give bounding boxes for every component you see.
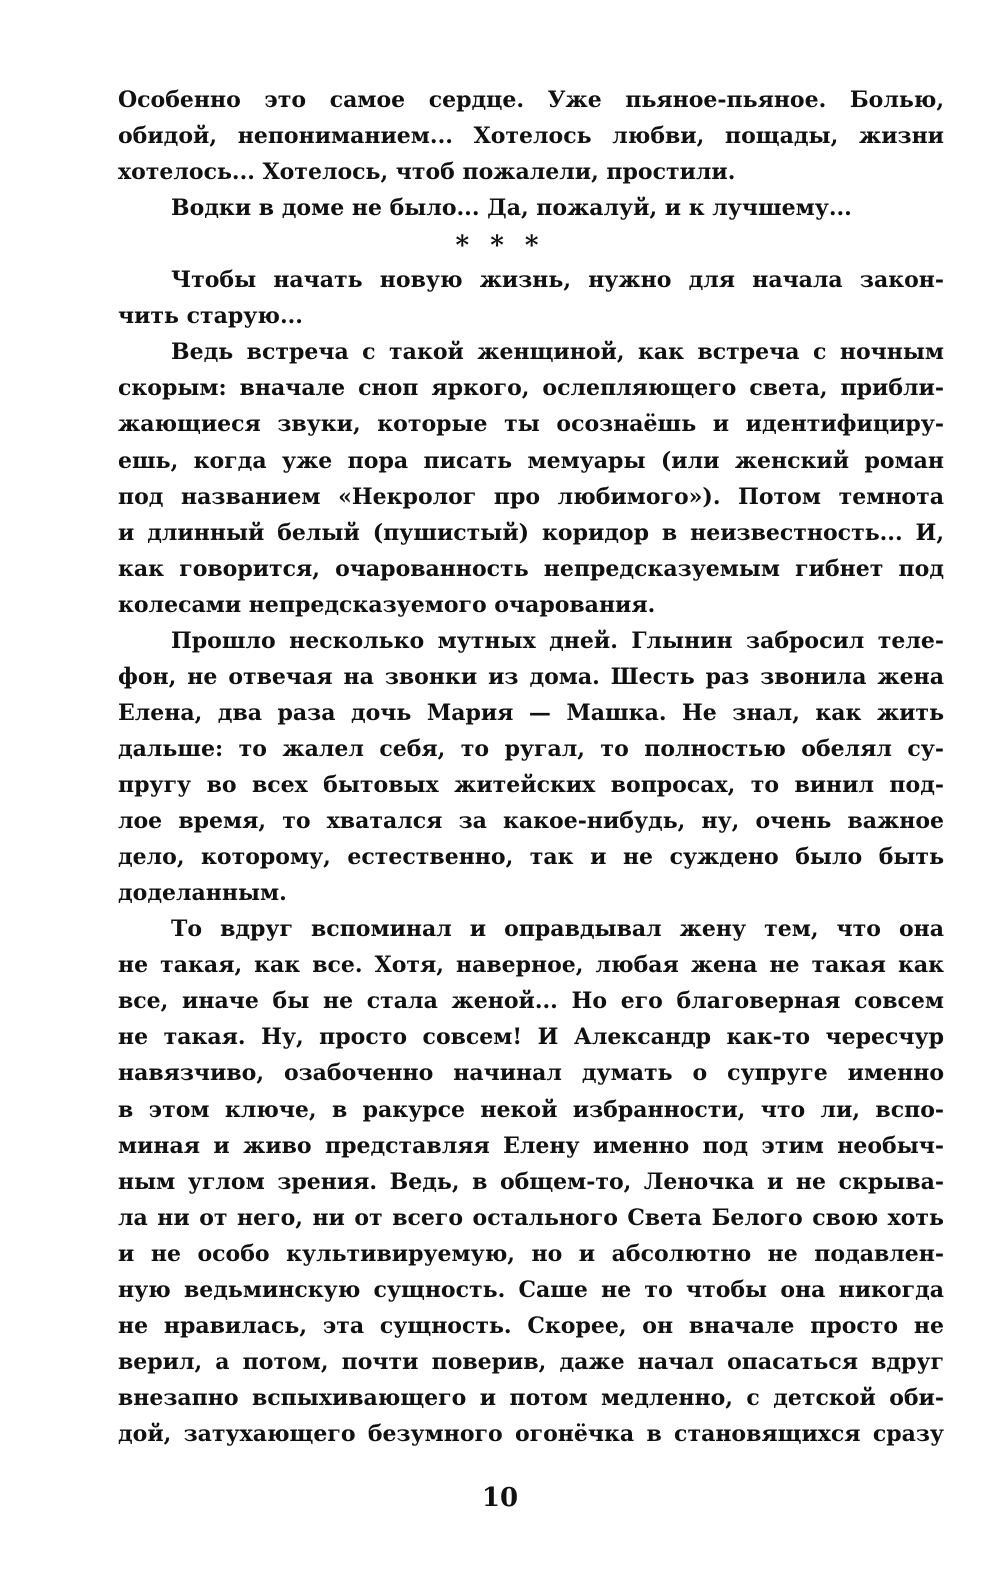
text-line-5: Чтобы начать новую жизнь, нужно для начала закон- — [171, 267, 944, 293]
text-line-11: под названием «Некролог про любимого»). Потом темнота — [118, 484, 944, 510]
text-line-18: дальше: то жалел себя, то ругал, то полностью обелял су- — [118, 736, 944, 762]
text-line-29: миная и живо представляя Елену именно под этим необыч- — [118, 1133, 944, 1159]
text-line-36: внезапно вспыхивающего и потом медленно, с детской оби- — [118, 1385, 944, 1411]
text-line-17: Елена, два раза дочь Мария — Машка. Не знал, как жить — [118, 700, 944, 726]
text-line-12: и длинный белый (пушистый) коридор в неизвестность... И, — [118, 520, 944, 546]
text-line-37: дой, затухающего безумного огонёчка в становящихся сразу — [118, 1421, 944, 1447]
text-line-6: чить старую... — [118, 303, 303, 329]
text-line-26: не такая. Ну, просто совсем! И Александр как-то чересчур — [118, 1024, 944, 1050]
text-line-20: лое время, то хватался за какое-нибудь, ну, очень важное — [118, 808, 944, 834]
section-separator: * * * — [455, 231, 545, 261]
text-line-9: жающиеся звуки, которые ты осознаёшь и идентифициру- — [118, 411, 944, 437]
text-line-3: хотелось... Хотелось, чтоб пожалели, простили. — [118, 159, 736, 185]
text-line-16: фон, не отвечая на звонки из дома. Шесть раз звонила жена — [118, 664, 944, 690]
text-line-22: доделанным. — [118, 880, 287, 906]
text-line-32: и не особо культивируемую, но и абсолютно не подавлен- — [118, 1241, 944, 1267]
text-line-10: ешь, когда уже пора писать мемуары (или женский роман — [118, 448, 944, 474]
text-line-21: дело, которому, естественно, так и не суждено было быть — [118, 844, 944, 870]
text-line-33: ную ведьминскую сущность. Саше не то чтобы она никогда — [118, 1277, 944, 1303]
text-line-35: верил, а потом, почти поверив, даже начал опасаться вдруг — [118, 1349, 944, 1375]
text-line-23: То вдруг вспоминал и оправдывал жену тем, что она — [171, 916, 944, 942]
text-line-13: как говорится, очарованность непредсказуемым гибнет под — [118, 556, 944, 582]
text-line-30: ным углом зрения. Ведь, в общем-то, Леночка и не скрыва- — [118, 1169, 944, 1195]
text-line-19: пругу во всех бытовых житейских вопросах, то винил под- — [118, 772, 944, 798]
text-line-27: навязчиво, озабоченно начинал думать о супруге именно — [118, 1060, 944, 1086]
text-line-14: колесами непредсказуемого очарования. — [118, 592, 656, 618]
text-line-28: в этом ключе, в ракурсе некой избранности, что ли, вспо- — [118, 1097, 944, 1123]
text-line-31: ла ни от него, ни от всего остального Света Белого свою хоть — [118, 1205, 944, 1231]
text-line-34: не нравилась, эта сущность. Скорее, он вначале просто не — [118, 1313, 944, 1339]
text-line-4: Водки в доме не было... Да, пожалуй, и к лучшему... — [171, 195, 852, 221]
text-line-7: Ведь встреча с такой женщиной, как встреча с ночным — [171, 339, 944, 365]
text-line-1: Особенно это самое сердце. Уже пьяное-пьяное. Болью, — [118, 87, 944, 113]
text-line-24: не такая, как все. Хотя, наверное, любая жена не такая как — [118, 952, 944, 978]
page-number: 10 — [481, 1483, 519, 1513]
text-line-15: Прошло несколько мутных дней. Глынин забросил теле- — [171, 628, 944, 654]
text-line-2: обидой, непониманием... Хотелось любви, пощады, жизни — [118, 123, 944, 149]
text-line-8: скорым: вначале сноп яркого, ослепляющего света, прибли- — [118, 375, 944, 401]
text-line-25: все, иначе бы не стала женой... Но его благоверная совсем — [118, 988, 944, 1014]
